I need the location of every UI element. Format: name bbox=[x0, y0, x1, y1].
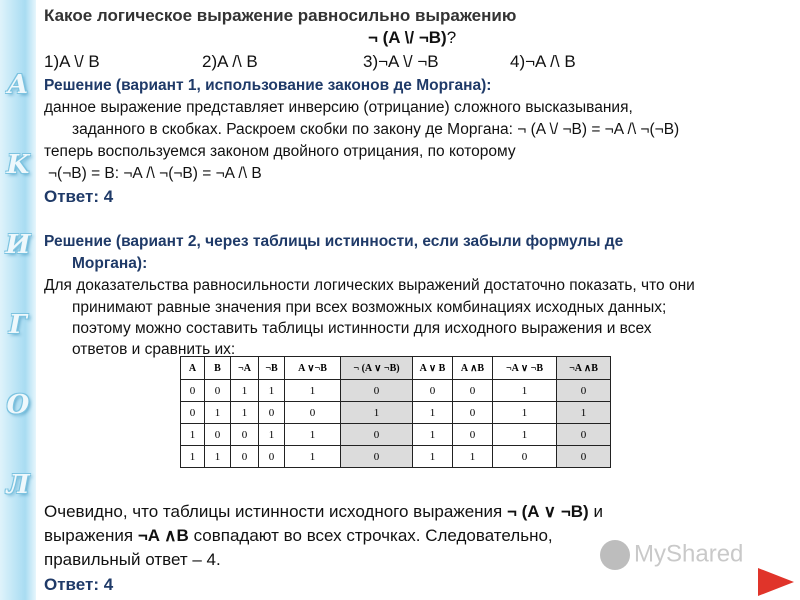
question-title: Какое логическое выражение равносильно выражению bbox=[44, 6, 517, 25]
target-expression: ¬ (A \/ ¬B) bbox=[368, 28, 447, 47]
table-cell: 1 bbox=[493, 380, 557, 402]
table-cell: 0 bbox=[259, 446, 285, 468]
decorative-sidebar bbox=[0, 0, 36, 600]
table-header: ¬A bbox=[231, 357, 259, 380]
answer-label: Ответ: 4 bbox=[44, 187, 114, 206]
table-header: A ∨¬B bbox=[285, 357, 341, 380]
solution1-text: теперь воспользуемся законом двойного отрицания, по которому bbox=[44, 143, 516, 160]
table-row bbox=[181, 446, 611, 468]
table-cell: 1 bbox=[285, 446, 341, 468]
option-2: 2)A /\ B bbox=[202, 52, 258, 71]
sidebar-letter: Г bbox=[9, 310, 27, 340]
table-header: A bbox=[181, 357, 205, 380]
option-4: 4)¬A /\ B bbox=[510, 52, 576, 71]
next-slide-arrow-icon[interactable] bbox=[758, 568, 794, 596]
table-cell: 0 bbox=[453, 402, 493, 424]
sidebar-letter: И bbox=[5, 230, 31, 260]
table-cell: 0 bbox=[453, 380, 493, 402]
sidebar-letter: О bbox=[6, 390, 30, 420]
table-cell-highlighted: 0 bbox=[557, 380, 611, 402]
table-cell: 1 bbox=[181, 424, 205, 446]
solution1-text: ¬(¬B) = B: ¬A /\ ¬(¬B) = ¬A /\ B bbox=[48, 165, 262, 182]
table-cell: 0 bbox=[453, 424, 493, 446]
question-mark: ? bbox=[446, 28, 457, 47]
sidebar-letter: Л bbox=[6, 470, 30, 500]
table-cell: 1 bbox=[231, 402, 259, 424]
conclusion-post: совпадают во всех строчках. Следовательно, bbox=[193, 526, 553, 545]
watermark-icon bbox=[600, 540, 630, 570]
table-cell: 1 bbox=[205, 446, 231, 468]
table-cell: 1 bbox=[413, 424, 453, 446]
solution2-text: поэтому можно составить таблицы истинности для исходного выражения и всех bbox=[72, 320, 652, 337]
question-expression bbox=[368, 28, 456, 48]
table-cell: 1 bbox=[285, 380, 341, 402]
table-header-highlighted: ¬A ∧B bbox=[557, 357, 611, 380]
table-cell: 0 bbox=[231, 446, 259, 468]
table-header: ¬A ∨ ¬B bbox=[493, 357, 557, 380]
table-cell: 1 bbox=[285, 424, 341, 446]
table-header: A ∧B bbox=[453, 357, 493, 380]
solution1-text: заданного в скобках. Раскроем скобки по закону де Моргана: ¬ (A \/ ¬B) = ¬A /\ ¬(¬B) bbox=[72, 121, 680, 138]
table-cell: 0 bbox=[259, 402, 285, 424]
solution2-heading: Решение (вариант 2, через таблицы истинности, если забыли формулы де bbox=[44, 233, 624, 250]
table-cell-highlighted: 1 bbox=[341, 402, 413, 424]
option-1: 1)A \/ B bbox=[44, 52, 100, 71]
conclusion-pre: выражения bbox=[44, 526, 134, 545]
watermark-text: MyShared bbox=[634, 540, 744, 568]
answer-label: Ответ: 4 bbox=[44, 575, 114, 594]
table-header-highlighted: ¬ (A ∨ ¬B) bbox=[341, 357, 413, 380]
table-cell: 0 bbox=[181, 380, 205, 402]
table-header: ¬B bbox=[259, 357, 285, 380]
table-row bbox=[181, 380, 611, 402]
table-header: B bbox=[205, 357, 231, 380]
table-cell: 1 bbox=[493, 424, 557, 446]
conclusion-text bbox=[44, 502, 603, 522]
original-expression: ¬ (A ∨ ¬B) bbox=[507, 502, 589, 521]
conclusion-text: правильный ответ – 4. bbox=[44, 550, 221, 569]
conclusion-and: и bbox=[593, 502, 603, 521]
table-header: A ∨ B bbox=[413, 357, 453, 380]
sidebar-letter: A bbox=[7, 70, 29, 100]
table-cell: 1 bbox=[453, 446, 493, 468]
table-cell: 1 bbox=[259, 380, 285, 402]
table-cell-highlighted: 0 bbox=[341, 380, 413, 402]
table-cell-highlighted: 0 bbox=[557, 424, 611, 446]
table-cell: 1 bbox=[413, 446, 453, 468]
sidebar-letter: K bbox=[6, 150, 30, 180]
table-cell-highlighted: 0 bbox=[557, 446, 611, 468]
table-cell-highlighted: 0 bbox=[341, 446, 413, 468]
table-cell-highlighted: 1 bbox=[557, 402, 611, 424]
table-cell: 1 bbox=[205, 402, 231, 424]
table-row bbox=[181, 402, 611, 424]
solution2-text: принимают равные значения при всех возможных комбинациях исходных данных; bbox=[72, 299, 667, 316]
table-cell: 1 bbox=[259, 424, 285, 446]
table-cell: 0 bbox=[285, 402, 341, 424]
table-cell: 1 bbox=[181, 446, 205, 468]
table-cell: 0 bbox=[205, 424, 231, 446]
conclusion-pre: Очевидно, что таблицы истинности исходного выражения bbox=[44, 502, 503, 521]
option-3: 3)¬A \/ ¬B bbox=[363, 52, 439, 71]
table-cell: 0 bbox=[205, 380, 231, 402]
answer-expression: ¬A ∧B bbox=[137, 526, 189, 545]
solution2-heading: Моргана): bbox=[72, 255, 148, 272]
solution1-heading: Решение (вариант 1, использование законов де Моргана): bbox=[44, 77, 492, 94]
table-header-row bbox=[181, 357, 611, 380]
table-cell: 1 bbox=[413, 402, 453, 424]
solution1-text: данное выражение представляет инверсию (отрицание) сложного высказывания, bbox=[44, 99, 633, 116]
table-cell: 1 bbox=[231, 380, 259, 402]
conclusion-text bbox=[44, 526, 553, 546]
table-cell: 1 bbox=[493, 402, 557, 424]
solution2-text: ответов и сравнить их: bbox=[72, 341, 236, 358]
solution2-text: Для доказательства равносильности логических выражений достаточно показать, что они bbox=[44, 277, 695, 294]
table-cell: 0 bbox=[181, 402, 205, 424]
watermark-logo bbox=[600, 540, 743, 570]
table-cell: 0 bbox=[493, 446, 557, 468]
table-cell: 0 bbox=[231, 424, 259, 446]
table-cell-highlighted: 0 bbox=[341, 424, 413, 446]
table-row bbox=[181, 424, 611, 446]
truth-table bbox=[180, 356, 611, 468]
table-cell: 0 bbox=[413, 380, 453, 402]
